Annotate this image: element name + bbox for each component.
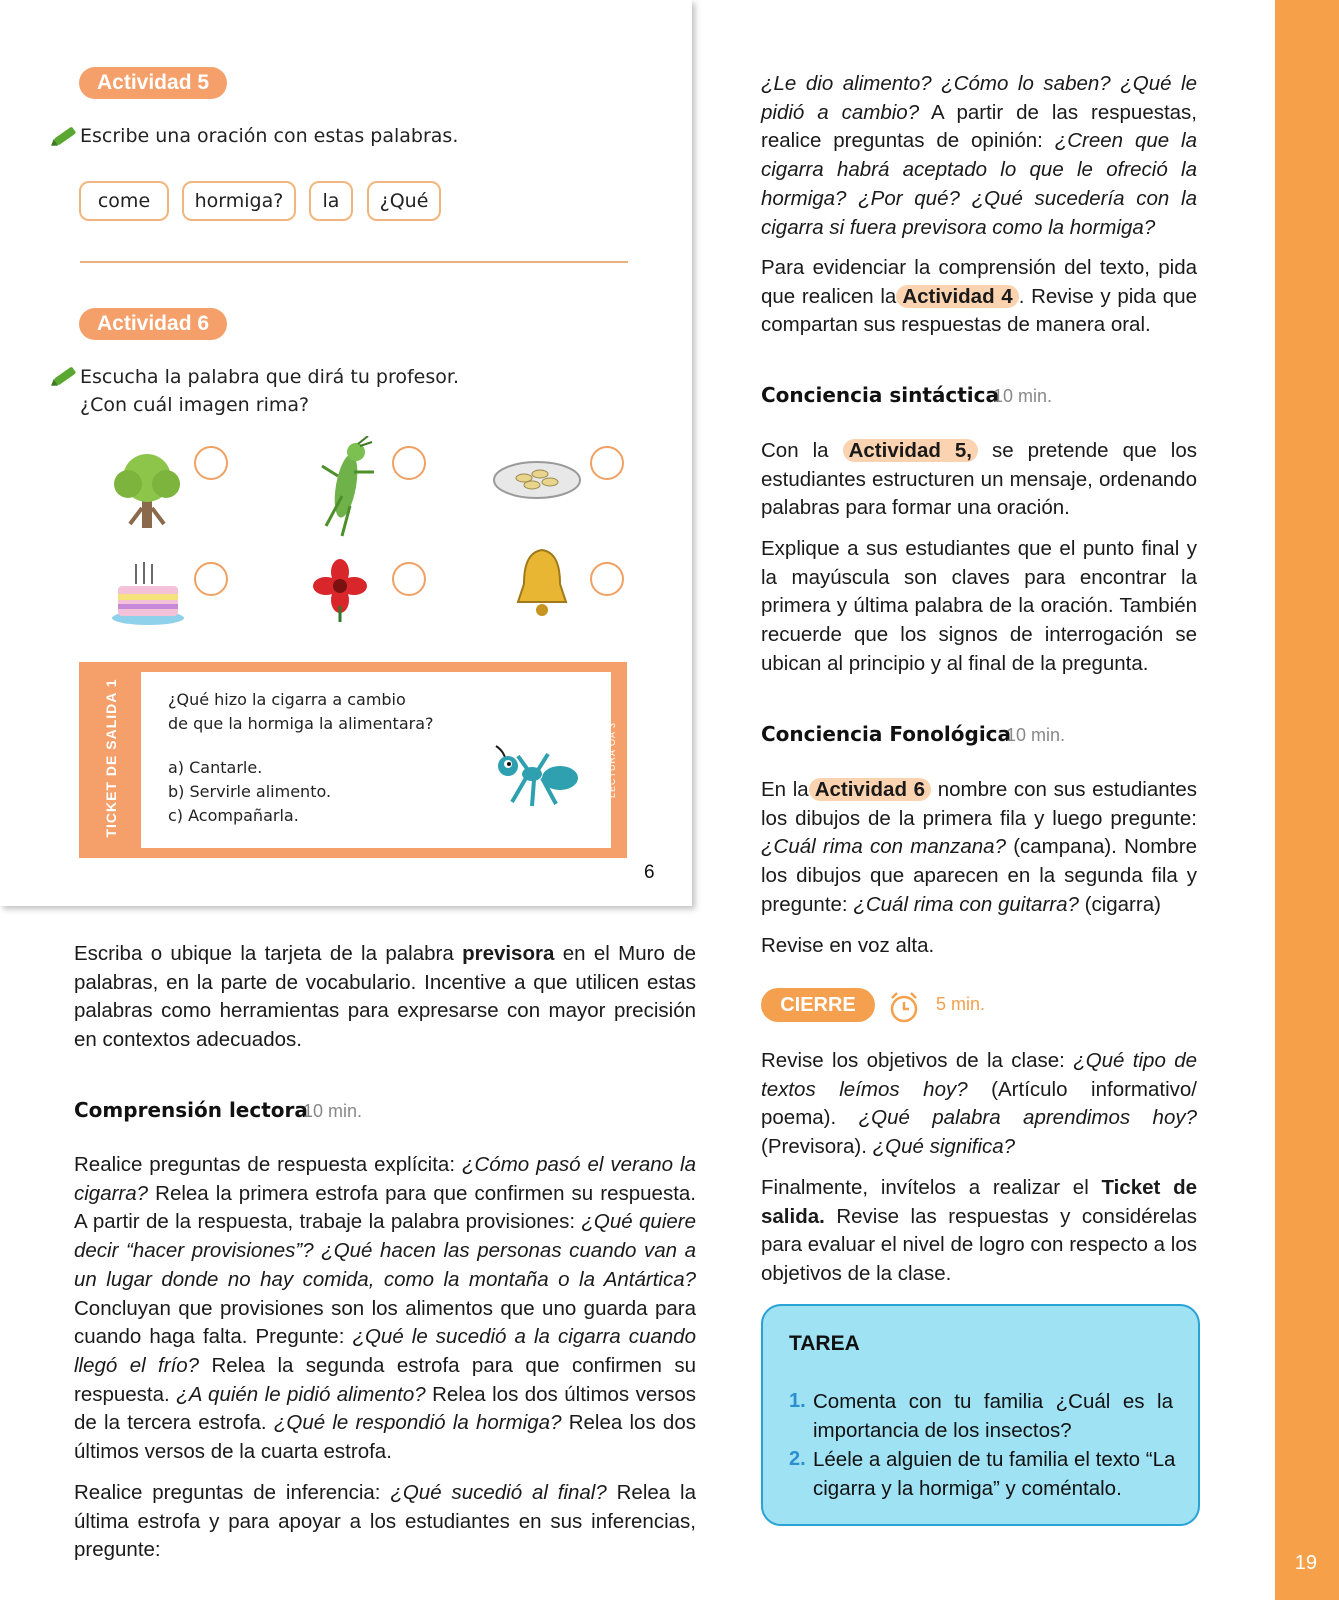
ticket-question: de que la hormiga la alimentara?: [168, 714, 434, 733]
answer-circle[interactable]: [590, 562, 624, 596]
ticket-option-b: b) Servirle alimento.: [168, 782, 332, 801]
activity-6-badge: Actividad 6: [79, 308, 227, 340]
cierre-badge: CIERRE: [761, 988, 875, 1022]
fonologica-heading: Conciencia Fonológica: [761, 722, 1012, 746]
cierre-time: 5 min.: [936, 994, 986, 1014]
word-card: la: [309, 181, 353, 221]
read-aloud-paragraph: Revise en voz alta.: [761, 934, 935, 957]
flower-icon: [308, 558, 372, 622]
answer-circle[interactable]: [392, 446, 426, 480]
explicit-questions-paragraph: Realice preguntas de respuesta explícita: ¿Cómo pasó el verano la cigarra? Relea la primera estrofa para que confirmen su respuesta. A partir de la respuesta, trabaje la palabra provisiones: ¿Qué quiere decir “hacer provisiones”? ¿Qué hacen las personas cuando van a un lugar donde no hay comida, como la montaña o la Antártica? Concluyan que provisiones son los alimentos que uno guarda para cuando haga falta. Pregunte: ¿Qué le sucedió a la cigarra cuando llegó el frío? Relea la segunda estrofa para que confirmen su respuesta. ¿A quién le pidió alimento? Relea los dos últimos versos de la tercera estrofa. ¿Qué le respondió la hormiga? Relea los dos últimos versos de la cuarta estrofa.: [74, 1153, 697, 1464]
homework-item-number: 1.: [789, 1390, 806, 1412]
fonologica-time: 10 min.: [1006, 725, 1066, 745]
activity-5-highlight: Actividad 5,: [843, 439, 978, 462]
pencil-icon: [54, 366, 77, 385]
ticket-question: ¿Qué hizo la cigarra a cambio: [168, 690, 406, 709]
word-card: ¿Qué: [367, 181, 441, 221]
activity-6-question: ¿Con cuál imagen rima?: [80, 394, 310, 416]
ant-icon: [482, 740, 586, 812]
answer-circle[interactable]: [590, 446, 624, 480]
opinion-questions-paragraph: ¿Le dio alimento? ¿Cómo lo saben? ¿Qué le pidió a cambio? A partir de las respuestas, realice preguntas de opinión: ¿Creen que la cigarra habrá aceptado lo que le ofreció la hormiga? ¿Por qué? ¿Qué sucedería con la cigarra si fuera previsora como la hormiga?: [761, 72, 1198, 239]
activity-4-highlight: Actividad 4: [896, 285, 1018, 308]
comprehension-check-paragraph: Para evidenciar la comprensión del texto, pida que realicen la Actividad 4 . Revise y pida que compartan sus respuestas de manera oral.: [761, 256, 1197, 337]
phonological-paragraph: En la Actividad 6 nombre con sus estudiantes los dibujos de la primera fila y luego pregunte: ¿Cuál rima con manzana? (campana). Nombre los dibujos que aparecen en la segunda fila y pregunte: ¿Cuál rima con guitarra? (cigarra): [761, 778, 1198, 916]
inference-paragraph: Realice preguntas de inferencia: ¿Qué sucedió al final? Relea la última estrofa y para apoyar a los estudiantes en sus inferencias, pregunte:: [74, 1481, 696, 1562]
sintactica-time: 10 min.: [993, 386, 1053, 406]
grasshopper-icon: [312, 436, 382, 540]
answer-line: [80, 261, 628, 263]
homework-item-number: 2.: [789, 1448, 806, 1470]
word-card: hormiga?: [182, 181, 296, 221]
pencil-icon: [54, 126, 77, 145]
ticket-side-label: TICKET DE SALIDA 1: [103, 678, 119, 838]
plate-icon: [492, 458, 582, 502]
comprension-heading: Comprensión lectora: [74, 1098, 308, 1122]
word-card: come: [79, 181, 169, 221]
objectives-paragraph: Revise los objetivos de la clase: ¿Qué tipo de textos leímos hoy? (Artículo informativo/ poema). ¿Qué palabra aprendimos hoy? (Previsora). ¿Qué significa?: [761, 1049, 1198, 1159]
cake-icon: [110, 560, 186, 626]
activity-5-badge: Actividad 5: [79, 67, 227, 99]
alarm-clock-icon: [887, 990, 921, 1024]
ticket-option-c: c) Acompañarla.: [168, 806, 299, 825]
vocabulary-paragraph: Escriba o ubique la tarjeta de la palabra previsora en el Muro de palabras, en la parte de vocabulario. Incentive a que utilicen estas palabras como herramientas para expresarse con mayor precisión en contextos adecuados.: [74, 942, 696, 1052]
homework-box: [761, 1304, 1200, 1526]
homework-item: Comenta con tu familia ¿Cuál es la importancia de los insectos?: [813, 1390, 1173, 1442]
sintactica-heading: Conciencia sintáctica: [761, 383, 1000, 407]
activity-5-instruction: Escribe una oración con estas palabras.: [80, 125, 459, 147]
student-book-excerpt: [0, 0, 692, 906]
bell-icon: [512, 546, 572, 620]
exit-ticket-paragraph: Finalmente, invítelos a realizar el Ticket de salida. Revise las respuestas y considérelas para evaluar el nivel de logro con respecto a los objetivos de la clase.: [761, 1176, 1198, 1286]
answer-circle[interactable]: [194, 562, 228, 596]
answer-circle[interactable]: [392, 562, 426, 596]
ticket-option-a: a) Cantarle.: [168, 758, 263, 777]
homework-item: Léele a alguien de tu familia el texto “La cigarra y la hormiga” y coméntalo.: [813, 1448, 1176, 1500]
page-number: 19: [1294, 1552, 1317, 1574]
orange-margin: [1275, 0, 1339, 1600]
book-page-number: 6: [644, 862, 655, 883]
ticket-right-label: LECTURA OA 3: [607, 721, 617, 799]
homework-title: TAREA: [789, 1332, 860, 1355]
punctuation-paragraph: Explique a sus estudiantes que el punto final y la mayúscula son claves para encontrar la primera y última palabra de la oración. También recuerde que los signos de interrogación se ubican al principio y al final de la pregunta.: [761, 537, 1197, 675]
activity-6-highlight: Actividad 6: [809, 778, 931, 801]
tree-icon: [106, 448, 188, 530]
answer-circle[interactable]: [194, 446, 228, 480]
activity-6-instruction: Escucha la palabra que dirá tu profesor.: [80, 366, 459, 388]
syntactic-paragraph: Con la Actividad 5, se pretende que los estudiantes estructuren un mensaje, ordenando palabras para formar una oración.: [761, 439, 1197, 520]
comprension-time: 10 min.: [303, 1101, 363, 1121]
